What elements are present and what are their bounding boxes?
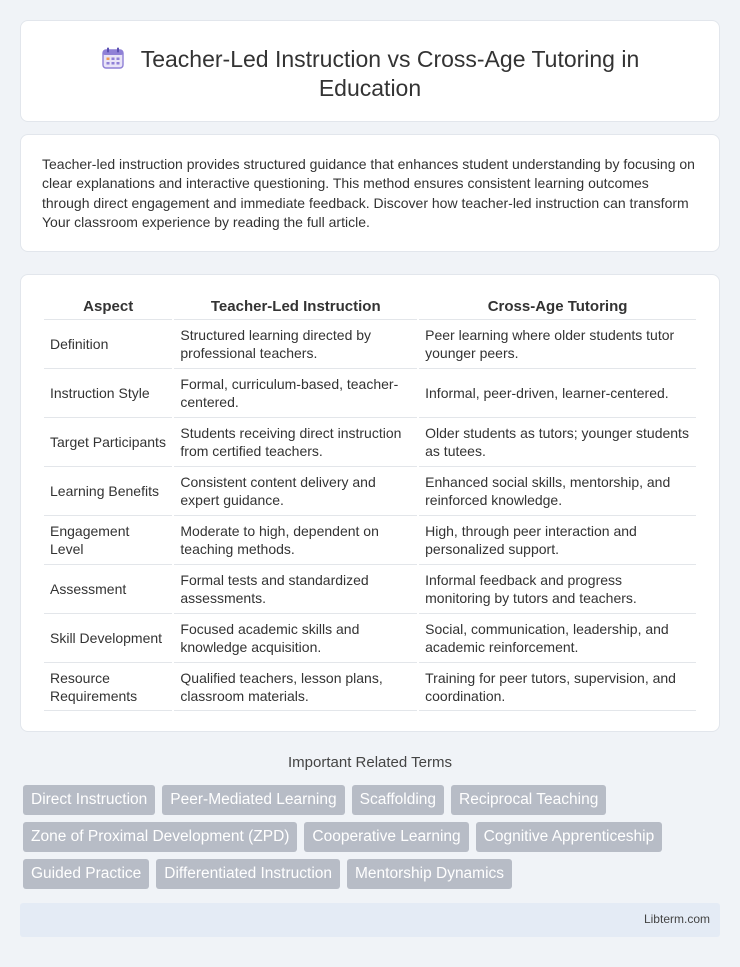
- header-cross-age: Cross-Age Tutoring: [487, 297, 628, 315]
- tag-row: [23, 785, 703, 815]
- tag-zpd[interactable]: Zone of Proximal Development (ZPD): [23, 822, 297, 852]
- tag-differentiated-instruction[interactable]: Differentiated Instruction: [156, 859, 340, 889]
- header-aspect: Aspect: [83, 297, 134, 315]
- tag-cooperative-learning[interactable]: Cooperative Learning: [304, 822, 468, 852]
- tag-row: [23, 822, 703, 852]
- teacher-led-cell: Moderate to high, dependent on teaching methods.: [174, 515, 417, 564]
- calendar-icon: [101, 46, 125, 70]
- intro-paragraph: Teacher-led instruction provides structured guidance that enhances student understanding by focusing on clear explanations and interactive questioning. This method ensures consistent learning outcomes through direct engagement and immediate feedback. Discover how teacher-led instruction can transform Your classroom experience by reading the full article.: [42, 156, 695, 230]
- table-row: [44, 564, 696, 613]
- aspect-cell: Target Participants: [44, 417, 172, 466]
- tag-guided-practice[interactable]: Guided Practice: [23, 859, 149, 889]
- cross-age-cell: Informal, peer-driven, learner-centered.: [419, 368, 696, 417]
- tag-mentorship-dynamics[interactable]: Mentorship Dynamics: [347, 859, 512, 889]
- teacher-led-cell: Structured learning directed by professional teachers.: [174, 319, 417, 368]
- table-row: [44, 613, 696, 662]
- table-row: [44, 515, 696, 564]
- aspect-cell: Definition: [44, 319, 172, 368]
- cross-age-cell: Older students as tutors; younger students as tutees.: [419, 417, 696, 466]
- aspect-cell: Learning Benefits: [44, 466, 172, 515]
- aspect-cell: Skill Development: [44, 613, 172, 662]
- table-row: [44, 319, 696, 368]
- intro-card: [20, 134, 720, 252]
- tag-scaffolding[interactable]: Scaffolding: [352, 785, 444, 815]
- teacher-led-cell: Focused academic skills and knowledge acquisition.: [174, 613, 417, 662]
- table-row: [44, 466, 696, 515]
- table-row: [44, 417, 696, 466]
- cross-age-cell: Social, communication, leadership, and academic reinforcement.: [419, 613, 696, 662]
- related-terms-heading: Important Related Terms: [288, 754, 452, 771]
- teacher-led-cell: Students receiving direct instruction from certified teachers.: [174, 417, 417, 466]
- table-header-row: [44, 295, 696, 319]
- page-title: Teacher-Led Instruction vs Cross-Age Tutoring in Education: [140, 46, 640, 101]
- footer: [20, 903, 720, 937]
- teacher-led-cell: Consistent content delivery and expert guidance.: [174, 466, 417, 515]
- aspect-cell: Assessment: [44, 564, 172, 613]
- cross-age-cell: Enhanced social skills, mentorship, and reinforced knowledge.: [419, 466, 696, 515]
- cross-age-cell: Training for peer tutors, supervision, and coordination.: [419, 662, 696, 711]
- tag-cognitive-apprenticeship[interactable]: Cognitive Apprenticeship: [476, 822, 663, 852]
- tag-peer-mediated-learning[interactable]: Peer-Mediated Learning: [162, 785, 344, 815]
- tag-direct-instruction[interactable]: Direct Instruction: [23, 785, 155, 815]
- aspect-cell: Resource Requirements: [44, 662, 172, 711]
- cross-age-cell: Peer learning where older students tutor younger peers.: [419, 319, 696, 368]
- teacher-led-cell: Formal tests and standardized assessments.: [174, 564, 417, 613]
- teacher-led-cell: Formal, curriculum-based, teacher-centered.: [174, 368, 417, 417]
- tag-reciprocal-teaching[interactable]: Reciprocal Teaching: [451, 785, 606, 815]
- header-card: [20, 20, 720, 122]
- tag-row: [23, 859, 703, 889]
- comparison-card: [20, 274, 720, 732]
- page-title-wrap: [21, 45, 719, 103]
- related-terms-list: [23, 785, 703, 896]
- teacher-led-cell: Qualified teachers, lesson plans, classroom materials.: [174, 662, 417, 711]
- header-teacher-led: Teacher-Led Instruction: [210, 297, 381, 315]
- cross-age-cell: Informal feedback and progress monitoring by tutors and teachers.: [419, 564, 696, 613]
- comparison-table: [42, 295, 698, 711]
- footer-site-link[interactable]: Libterm.com: [643, 912, 710, 926]
- table-row: [44, 368, 696, 417]
- table-row: [44, 662, 696, 711]
- cross-age-cell: High, through peer interaction and personalized support.: [419, 515, 696, 564]
- aspect-cell: Engagement Level: [44, 515, 172, 564]
- aspect-cell: Instruction Style: [44, 368, 172, 417]
